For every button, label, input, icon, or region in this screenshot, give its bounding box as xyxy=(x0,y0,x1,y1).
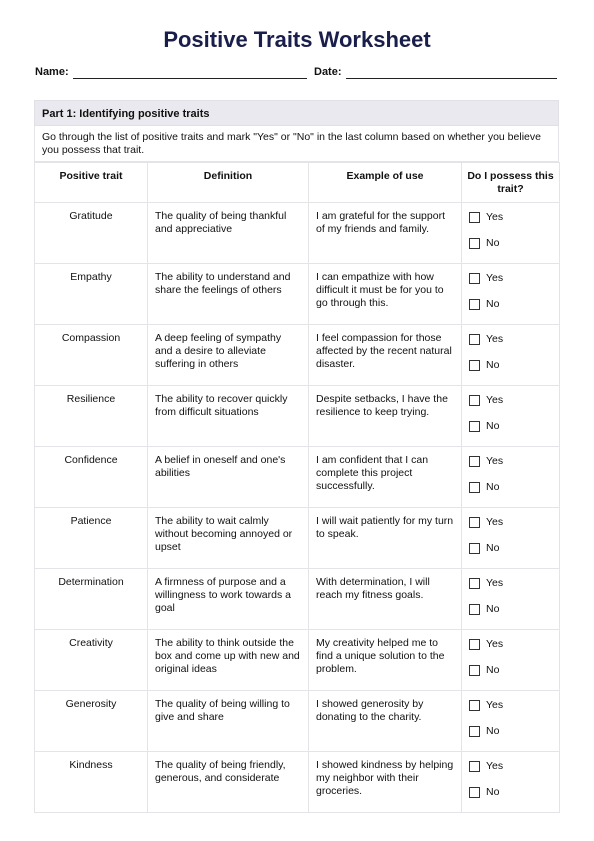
yes-label: Yes xyxy=(486,333,504,345)
yes-checkbox[interactable] xyxy=(469,395,480,406)
trait-definition: The ability to recover quickly from difficult situations xyxy=(148,386,309,447)
yes-label: Yes xyxy=(486,516,504,528)
table-row xyxy=(35,447,560,508)
no-option[interactable] xyxy=(469,785,552,800)
trait-definition: The ability to wait calmly without becoming annoyed or upset xyxy=(148,508,309,569)
column-header-example: Example of use xyxy=(309,163,462,203)
table-row xyxy=(35,386,560,447)
yes-label: Yes xyxy=(486,455,504,467)
traits-table xyxy=(34,162,560,813)
yes-checkbox[interactable] xyxy=(469,334,480,345)
name-field[interactable] xyxy=(73,78,307,79)
trait-name: Compassion xyxy=(35,325,148,386)
trait-example: I am grateful for the support of my friends and family. xyxy=(309,203,462,264)
table-row xyxy=(35,752,560,813)
trait-name: Generosity xyxy=(35,691,148,752)
yes-option[interactable] xyxy=(469,454,552,469)
possess-choice xyxy=(462,630,560,691)
yes-option[interactable] xyxy=(469,210,552,225)
no-label: No xyxy=(486,603,500,615)
trait-definition: A belief in oneself and one's abilities xyxy=(148,447,309,508)
no-checkbox[interactable] xyxy=(469,421,480,432)
table-header-row xyxy=(35,163,560,203)
yes-option[interactable] xyxy=(469,271,552,286)
column-header-definition: Definition xyxy=(148,163,309,203)
no-checkbox[interactable] xyxy=(469,665,480,676)
no-label: No xyxy=(486,481,500,493)
yes-checkbox[interactable] xyxy=(469,578,480,589)
trait-definition: A firmness of purpose and a willingness to work towards a goal xyxy=(148,569,309,630)
table-row xyxy=(35,203,560,264)
yes-option[interactable] xyxy=(469,576,552,591)
table-row xyxy=(35,691,560,752)
no-label: No xyxy=(486,542,500,554)
trait-name: Kindness xyxy=(35,752,148,813)
no-option[interactable] xyxy=(469,358,552,373)
no-checkbox[interactable] xyxy=(469,787,480,798)
table-body xyxy=(35,203,560,813)
trait-name: Patience xyxy=(35,508,148,569)
possess-choice xyxy=(462,203,560,264)
yes-label: Yes xyxy=(486,577,504,589)
table-row xyxy=(35,264,560,325)
yes-checkbox[interactable] xyxy=(469,273,480,284)
name-label: Name: xyxy=(35,66,69,78)
trait-example: I feel compassion for those affected by the recent natural disaster. xyxy=(309,325,462,386)
no-option[interactable] xyxy=(469,602,552,617)
yes-label: Yes xyxy=(486,394,504,406)
trait-example: I will wait patiently for my turn to speak. xyxy=(309,508,462,569)
yes-label: Yes xyxy=(486,211,504,223)
yes-checkbox[interactable] xyxy=(469,517,480,528)
no-label: No xyxy=(486,298,500,310)
part1-instructions: Go through the list of positive traits and mark "Yes" or "No" in the last column based on whether you believe you possess that trait. xyxy=(34,126,559,162)
trait-name: Resilience xyxy=(35,386,148,447)
table-row xyxy=(35,325,560,386)
part1-section xyxy=(34,100,559,813)
no-option[interactable] xyxy=(469,724,552,739)
trait-definition: The ability to think outside the box and come up with new and original ideas xyxy=(148,630,309,691)
yes-label: Yes xyxy=(486,638,504,650)
no-checkbox[interactable] xyxy=(469,360,480,371)
yes-label: Yes xyxy=(486,760,504,772)
trait-name: Confidence xyxy=(35,447,148,508)
trait-name: Gratitude xyxy=(35,203,148,264)
yes-checkbox[interactable] xyxy=(469,639,480,650)
part1-heading: Part 1: Identifying positive traits xyxy=(34,100,559,126)
possess-choice xyxy=(462,325,560,386)
trait-name: Determination xyxy=(35,569,148,630)
trait-definition: A deep feeling of sympathy and a desire to alleviate suffering in others xyxy=(148,325,309,386)
trait-example: My creativity helped me to find a unique solution to the problem. xyxy=(309,630,462,691)
trait-definition: The quality of being thankful and appreciative xyxy=(148,203,309,264)
possess-choice xyxy=(462,508,560,569)
no-checkbox[interactable] xyxy=(469,238,480,249)
date-field[interactable] xyxy=(346,78,557,79)
date-label: Date: xyxy=(314,66,342,78)
no-checkbox[interactable] xyxy=(469,604,480,615)
yes-option[interactable] xyxy=(469,637,552,652)
page-title: Positive Traits Worksheet xyxy=(163,27,431,52)
possess-choice xyxy=(462,386,560,447)
column-header-trait: Positive trait xyxy=(35,163,148,203)
possess-choice xyxy=(462,569,560,630)
trait-definition: The quality of being willing to give and share xyxy=(148,691,309,752)
yes-option[interactable] xyxy=(469,393,552,408)
yes-checkbox[interactable] xyxy=(469,761,480,772)
no-checkbox[interactable] xyxy=(469,482,480,493)
name-date-row xyxy=(35,66,557,82)
possess-choice xyxy=(462,447,560,508)
possess-choice xyxy=(462,264,560,325)
yes-option[interactable] xyxy=(469,759,552,774)
trait-example: I showed kindness by helping my neighbor with their groceries. xyxy=(309,752,462,813)
yes-option[interactable] xyxy=(469,515,552,530)
no-checkbox[interactable] xyxy=(469,726,480,737)
possess-choice xyxy=(462,752,560,813)
no-option[interactable] xyxy=(469,297,552,312)
no-option[interactable] xyxy=(469,419,552,434)
yes-option[interactable] xyxy=(469,698,552,713)
trait-definition: The quality of being friendly, generous, and considerate xyxy=(148,752,309,813)
yes-checkbox[interactable] xyxy=(469,212,480,223)
column-header-possess: Do I possess this trait? xyxy=(462,163,560,203)
no-option[interactable] xyxy=(469,541,552,556)
no-label: No xyxy=(486,725,500,737)
no-option[interactable] xyxy=(469,480,552,495)
yes-checkbox[interactable] xyxy=(469,456,480,467)
no-label: No xyxy=(486,664,500,676)
no-checkbox[interactable] xyxy=(469,299,480,310)
trait-example: I am confident that I can complete this project successfully. xyxy=(309,447,462,508)
yes-label: Yes xyxy=(486,272,504,284)
trait-example: I can empathize with how difficult it must be for you to go through this. xyxy=(309,264,462,325)
yes-label: Yes xyxy=(486,699,504,711)
no-label: No xyxy=(486,786,500,798)
trait-name: Empathy xyxy=(35,264,148,325)
no-label: No xyxy=(486,237,500,249)
no-label: No xyxy=(486,420,500,432)
table-row xyxy=(35,630,560,691)
table-row xyxy=(35,508,560,569)
yes-checkbox[interactable] xyxy=(469,700,480,711)
trait-example: I showed generosity by donating to the charity. xyxy=(309,691,462,752)
trait-definition: The ability to understand and share the feelings of others xyxy=(148,264,309,325)
no-checkbox[interactable] xyxy=(469,543,480,554)
no-label: No xyxy=(486,359,500,371)
trait-name: Creativity xyxy=(35,630,148,691)
no-option[interactable] xyxy=(469,663,552,678)
possess-choice xyxy=(462,691,560,752)
table-row xyxy=(35,569,560,630)
trait-example: With determination, I will reach my fitness goals. xyxy=(309,569,462,630)
no-option[interactable] xyxy=(469,236,552,251)
yes-option[interactable] xyxy=(469,332,552,347)
trait-example: Despite setbacks, I have the resilience to keep trying. xyxy=(309,386,462,447)
